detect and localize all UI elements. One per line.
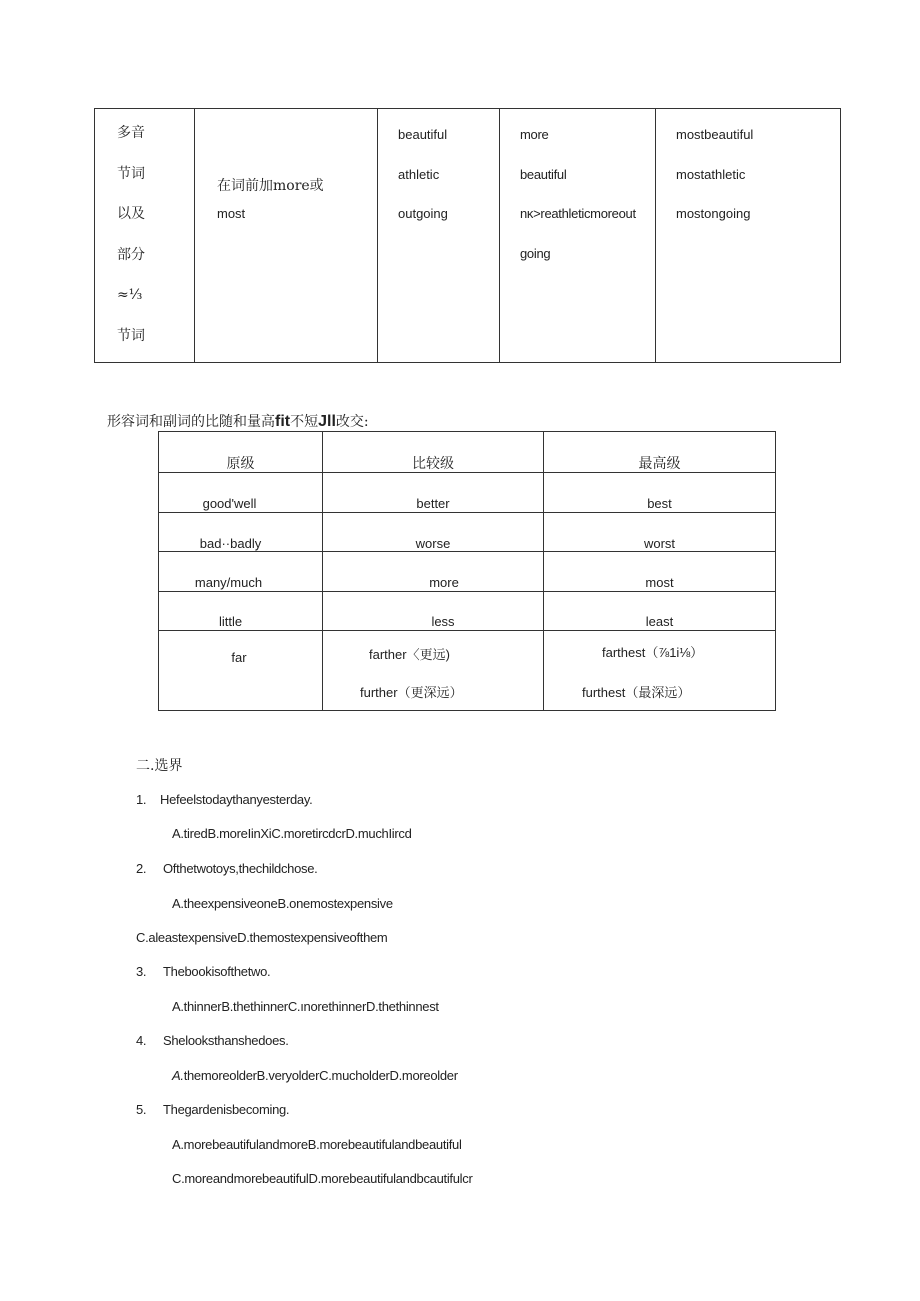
cell-comparative: worse xyxy=(415,536,451,551)
cell-comparative: farther〈更远) xyxy=(369,647,450,662)
comparative-examples-cell xyxy=(500,109,656,363)
comparison-rule-table xyxy=(94,108,841,363)
header-cell xyxy=(323,432,544,473)
cell-positive: little xyxy=(218,614,243,629)
question-options: A.thinnerB.thethinnerC.ınorethinnerD.thethinnest xyxy=(172,999,439,1014)
question-options: A.theexpensiveoneB.onemostexpensive xyxy=(172,896,393,911)
category-line: ≈⅓ xyxy=(117,287,143,303)
question-stem: Ofthetwotoys,thechildchose. xyxy=(163,861,318,876)
section-heading: 二.选界 xyxy=(136,758,183,774)
example-word: beautiful xyxy=(398,127,448,142)
cell-superlative: worst xyxy=(643,536,676,551)
category-line: 部分 xyxy=(117,246,145,263)
question-options: A.tiredB.moreIinXiC.moretircdcrD.muchIircd xyxy=(172,826,412,841)
question-number: 3. xyxy=(136,964,147,979)
cell-comparative: better xyxy=(416,496,450,511)
question-stem: Hefeelstodaythanyesterday. xyxy=(160,792,313,807)
title-part: 改交: xyxy=(335,414,369,430)
title-part: 不短 xyxy=(290,414,319,430)
question-number: 2. xyxy=(136,861,147,876)
cell-positive: many/much xyxy=(194,575,263,590)
cell-positive: far xyxy=(231,650,247,665)
cell-superlative: farthest（⅞1i⅛） xyxy=(602,645,704,660)
question-stem: Shelooksthanshedoes. xyxy=(163,1033,289,1048)
method-line: 在词前加more或 xyxy=(217,178,324,194)
example-word: beautiful xyxy=(520,166,567,182)
method-line: most xyxy=(217,206,246,221)
title-part: Jll xyxy=(318,413,336,430)
header-cell xyxy=(159,432,323,473)
header-comparative: 比较级 xyxy=(412,456,454,472)
example-word: more xyxy=(520,127,549,142)
header-cell xyxy=(544,432,776,473)
example-word: nκ>reathleticmoreout xyxy=(520,206,636,221)
header-positive: 原级 xyxy=(226,456,255,472)
category-line: 以及 xyxy=(117,206,145,222)
question-stem: Thegardenisbecoming. xyxy=(163,1102,290,1117)
question-options xyxy=(172,1068,458,1083)
example-word: outgoing xyxy=(398,206,448,221)
cell-superlative: least xyxy=(645,614,674,629)
question-options: C.aleastexpensiveD.themostexpensiveofthem xyxy=(136,930,388,945)
title-part: fit xyxy=(275,413,291,430)
question-number: 5. xyxy=(136,1102,147,1117)
option-letter: A. xyxy=(172,1068,184,1083)
table-row xyxy=(159,592,776,631)
rule-category-cell xyxy=(95,109,195,363)
question-number: 1. xyxy=(136,792,147,807)
cell-positive: good'well xyxy=(202,496,257,511)
superlative-examples-cell xyxy=(656,109,841,363)
cell-positive: bad··badly xyxy=(199,536,262,551)
cell-comparative: less xyxy=(431,614,455,629)
cell-superlative: furthest（最深远） xyxy=(582,685,691,700)
rule-method-cell xyxy=(195,109,378,363)
header-superlative: 最高级 xyxy=(638,456,681,472)
category-line: 多音 xyxy=(117,125,145,141)
table-row xyxy=(159,552,776,592)
category-line: 节词 xyxy=(117,327,145,344)
table-row xyxy=(159,473,776,513)
example-word: mostongoing xyxy=(676,206,751,221)
positive-examples-cell xyxy=(378,109,500,363)
cell-superlative: best xyxy=(647,496,672,511)
irregular-forms-title xyxy=(107,411,369,431)
cell-comparative: further（更深远） xyxy=(360,685,463,700)
question-options: A.morebeautifulandmoreB.morebeautifulandbeautiful xyxy=(172,1137,462,1152)
cell-comparative: more xyxy=(429,575,459,590)
example-word: mostathletic xyxy=(676,166,746,182)
example-word: athletic xyxy=(398,166,440,182)
title-part: 形容词和副词的比随和量高 xyxy=(107,414,275,430)
table-row xyxy=(159,631,776,711)
example-word: mostbeautiful xyxy=(676,127,754,142)
category-line: 节词 xyxy=(117,165,145,182)
question-stem: Thebookisofthetwo. xyxy=(163,964,271,979)
question-number: 4. xyxy=(136,1033,147,1048)
table-row xyxy=(159,513,776,552)
example-word: going xyxy=(520,245,551,261)
cell-superlative: most xyxy=(645,575,674,590)
irregular-forms-table xyxy=(158,431,776,711)
question-options: C.moreandmorebeautifulD.morebeautifulandbcautifulcr xyxy=(172,1171,473,1186)
option-text: themoreolderB.veryolderC.mucholderD.moreolder xyxy=(183,1068,458,1083)
